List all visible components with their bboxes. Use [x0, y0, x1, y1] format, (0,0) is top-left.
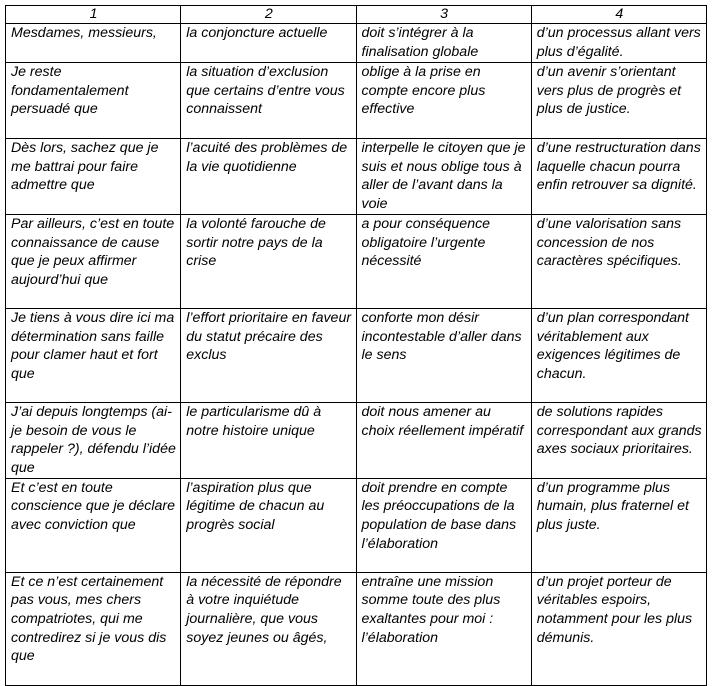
table-cell: le particularisme dû à notre histoire unique	[181, 402, 356, 478]
table-cell: la volonté farouche de sortir notre pays de la crise	[181, 214, 356, 308]
table-row	[6, 308, 707, 402]
table-cell: a pour conséquence obligatoire l’urgente nécessité	[356, 214, 531, 308]
table-cell: Et ce n’est certainement pas vous, mes chers compatriotes, qui me contredirez si je vous dis que	[6, 572, 181, 685]
table-cell: d’un processus allant vers plus d’égalité.	[531, 24, 706, 63]
table-row	[6, 214, 707, 308]
table-cell: d’un projet porteur de véritables espoirs, notamment pour les plus démunis.	[531, 572, 706, 685]
table-cell: Dès lors, sachez que je me battrai pour faire admettre que	[6, 139, 181, 215]
table-cell: doit nous amener au choix réellement impératif	[356, 402, 531, 478]
column-header-4: 4	[531, 6, 706, 24]
table-cell: l’acuité des problèmes de la vie quotidienne	[181, 139, 356, 215]
table-cell: l’aspiration plus que légitime de chacun au progrès social	[181, 478, 356, 572]
table-cell: doit s’intégrer à la finalisation globale	[356, 24, 531, 63]
table-cell: d’un plan correspondant véritablement aux exigences légitimes de chacun.	[531, 308, 706, 402]
table-cell: interpelle le citoyen que je suis et nous oblige tous à aller de l’avant dans la voie	[356, 139, 531, 215]
table-cell: la conjoncture actuelle	[181, 24, 356, 63]
column-header-1: 1	[6, 6, 181, 24]
header-row	[6, 6, 707, 24]
table-cell: d’une valorisation sans concession de nos caractères spécifiques.	[531, 214, 706, 308]
table-cell: Je reste fondamentalement persuadé que	[6, 63, 181, 139]
table-row	[6, 572, 707, 685]
table-row	[6, 139, 707, 215]
table-cell: J’ai depuis longtemps (ai-je besoin de vous le rappeler ?), défendu l’idée que	[6, 402, 181, 478]
table-cell: d’un avenir s’orientant vers plus de progrès et plus de justice.	[531, 63, 706, 139]
table-cell: la situation d’exclusion que certains d’entre vous connaissent	[181, 63, 356, 139]
table-cell: Mesdames, messieurs,	[6, 24, 181, 63]
table-cell: doit prendre en compte les préoccupations de la population de base dans l’élaboration	[356, 478, 531, 572]
table-cell: de solutions rapides correspondant aux grands axes sociaux prioritaires.	[531, 402, 706, 478]
table-cell: l’effort prioritaire en faveur du statut précaire des exclus	[181, 308, 356, 402]
table-row	[6, 402, 707, 478]
table-cell: conforte mon désir incontestable d’aller dans le sens	[356, 308, 531, 402]
table-cell: oblige à la prise en compte encore plus effective	[356, 63, 531, 139]
speech-phrase-table	[5, 5, 707, 686]
table-cell: d’un programme plus humain, plus fraternel et plus juste.	[531, 478, 706, 572]
table-row	[6, 24, 707, 63]
column-header-3: 3	[356, 6, 531, 24]
table-cell: Je tiens à vous dire ici ma détermination sans faille pour clamer haut et fort que	[6, 308, 181, 402]
column-header-2: 2	[181, 6, 356, 24]
table-row	[6, 478, 707, 572]
table-cell: Par ailleurs, c’est en toute connaissance de cause que je peux affirmer aujourd’hui que	[6, 214, 181, 308]
table-cell: d’une restructuration dans laquelle chacun pourra enfin retrouver sa dignité.	[531, 139, 706, 215]
table-row	[6, 63, 707, 139]
table-cell: la nécessité de répondre à votre inquiétude journalière, que vous soyez jeunes ou âgés,	[181, 572, 356, 685]
table-cell: entraîne une mission somme toute des plus exaltantes pour moi : l’élaboration	[356, 572, 531, 685]
table-cell: Et c’est en toute conscience que je déclare avec conviction que	[6, 478, 181, 572]
